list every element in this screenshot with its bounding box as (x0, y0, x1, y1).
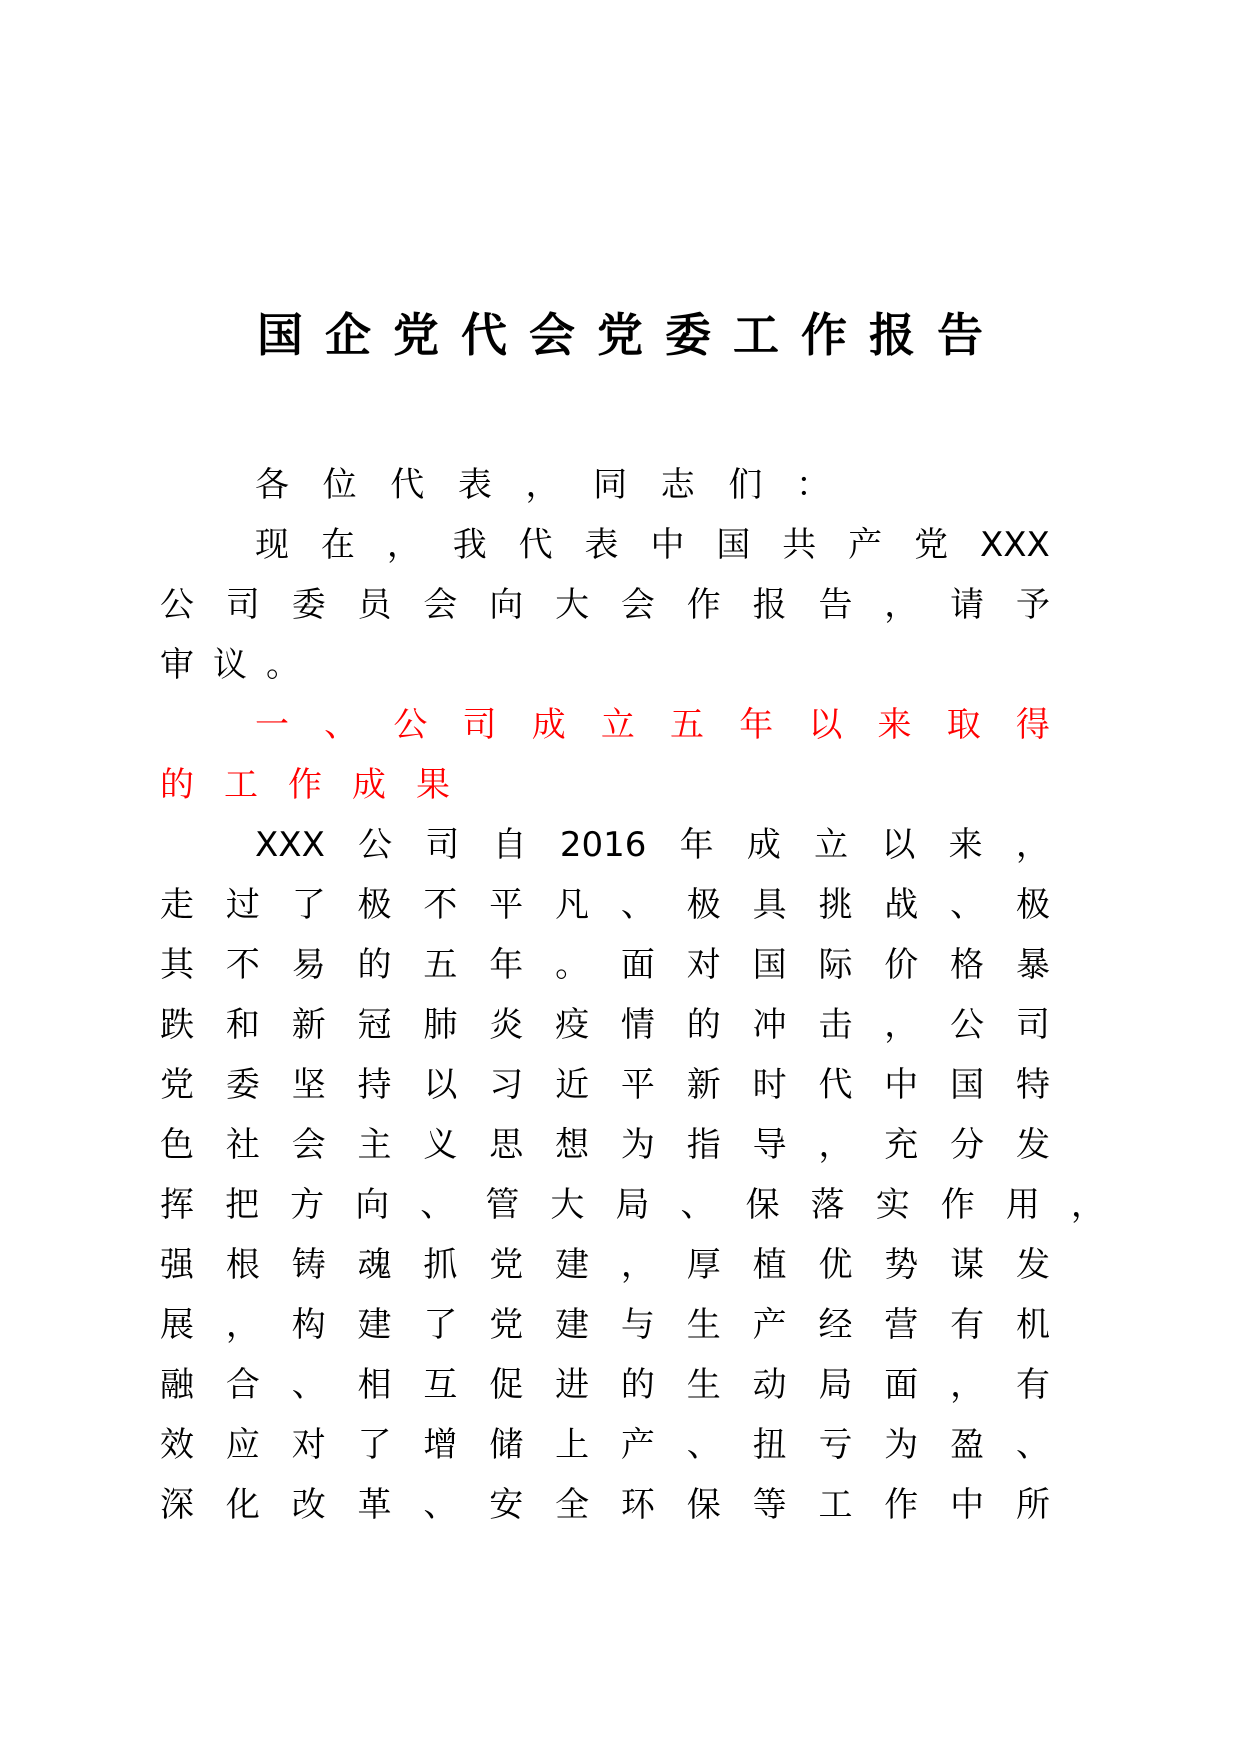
text-glyph: 表 (457, 465, 492, 505)
text-glyph: 极 (357, 885, 392, 925)
text-glyph: 、 (423, 1485, 458, 1525)
text-glyph: 告 (818, 585, 853, 625)
text-glyph: 了 (423, 1305, 458, 1345)
section-heading (255, 695, 1050, 755)
text-glyph: 主 (357, 1125, 392, 1165)
text-glyph: 指 (686, 1125, 721, 1165)
text-glyph: 在 (320, 525, 355, 565)
text-glyph: 扭 (752, 1425, 787, 1465)
text-glyph: 共 (782, 525, 817, 565)
text-glyph: 取 (946, 705, 981, 745)
text-glyph: 亏 (818, 1425, 853, 1465)
body-line (160, 1175, 1105, 1235)
text-glyph: 同 (593, 465, 628, 505)
text-glyph: 安 (489, 1485, 524, 1525)
text-glyph: 疫 (555, 1005, 590, 1045)
text-glyph: 向 (355, 1185, 390, 1225)
text-glyph: ， (386, 525, 421, 565)
text-glyph: 向 (489, 585, 524, 625)
text-glyph: 的 (357, 945, 392, 985)
text-glyph: 不 (225, 945, 260, 985)
text-glyph: 。 (555, 945, 590, 985)
text-glyph: 作 (884, 1485, 919, 1525)
text-glyph: 司 (225, 585, 260, 625)
text-glyph: 中 (650, 525, 685, 565)
body-line (160, 1295, 1050, 1355)
text-glyph: 委 (225, 1065, 260, 1105)
text-glyph: 习 (489, 1065, 524, 1105)
text-glyph: 效 (160, 1425, 194, 1465)
text-glyph: 挑 (818, 885, 853, 925)
text-glyph: 冠 (357, 1005, 392, 1045)
text-glyph: 局 (818, 1365, 853, 1405)
text-glyph: 五 (423, 945, 458, 985)
text-glyph: XXX (255, 825, 325, 865)
text-glyph: 储 (489, 1425, 524, 1465)
text-glyph: 极 (686, 885, 721, 925)
text-glyph: 魂 (357, 1245, 392, 1285)
text-glyph: 导 (752, 1125, 787, 1165)
text-glyph: 、 (1015, 1425, 1050, 1465)
text-glyph: XXX (979, 525, 1050, 565)
text-glyph: 、 (324, 705, 359, 745)
text-glyph: 经 (818, 1305, 853, 1345)
text-glyph: 持 (357, 1065, 392, 1105)
text-glyph: 2016 (559, 825, 647, 865)
text-glyph: 局 (615, 1185, 650, 1225)
text-glyph: 坚 (291, 1065, 326, 1105)
text-glyph: 审 (160, 645, 194, 685)
text-glyph: 为 (884, 1425, 919, 1465)
text-glyph: 我 (452, 525, 487, 565)
text-glyph: 色 (160, 1125, 194, 1165)
text-glyph: 员 (357, 585, 392, 625)
text-glyph: 了 (357, 1425, 392, 1465)
text-glyph: 面 (620, 945, 655, 985)
text-glyph: 厚 (686, 1245, 721, 1285)
text-glyph: 进 (555, 1365, 590, 1405)
text-glyph: 和 (225, 1005, 260, 1045)
body-line (160, 1475, 1050, 1535)
text-glyph: 报 (752, 585, 787, 625)
text-glyph: 促 (489, 1365, 524, 1405)
text-glyph: 发 (1015, 1245, 1050, 1285)
text-glyph: 充 (884, 1125, 919, 1165)
body-line (255, 515, 1050, 575)
body-line (160, 1055, 1050, 1115)
text-glyph: 作 (288, 765, 322, 805)
text-glyph: 发 (1015, 1125, 1050, 1165)
text-glyph: 环 (620, 1485, 655, 1525)
text-glyph: 大 (555, 585, 590, 625)
text-glyph: 平 (489, 885, 524, 925)
text-glyph: 近 (555, 1065, 590, 1105)
text-glyph: 保 (686, 1485, 721, 1525)
text-glyph: 、 (620, 885, 655, 925)
text-glyph: 与 (620, 1305, 655, 1345)
text-glyph: 落 (810, 1185, 845, 1225)
text-glyph: 立 (814, 825, 849, 865)
text-glyph: 、 (950, 885, 985, 925)
text-glyph: 面 (884, 1365, 919, 1405)
text-glyph: 根 (225, 1245, 260, 1285)
text-glyph: 生 (686, 1305, 721, 1345)
text-glyph: 司 (425, 825, 460, 865)
text-glyph: 生 (686, 1365, 721, 1405)
text-glyph: 们 (728, 465, 763, 505)
text-glyph: 跌 (160, 1005, 194, 1045)
text-glyph: 冲 (752, 1005, 787, 1045)
text-glyph: 相 (357, 1365, 392, 1405)
text-glyph: 志 (660, 465, 695, 505)
text-glyph: 营 (884, 1305, 919, 1345)
text-glyph: 改 (291, 1485, 326, 1525)
text-glyph: 中 (884, 1065, 919, 1105)
text-glyph: 用 (1005, 1185, 1040, 1225)
text-glyph: 易 (291, 945, 326, 985)
section-heading (160, 755, 450, 815)
text-glyph: 五 (670, 705, 705, 745)
text-glyph: 产 (752, 1305, 787, 1345)
text-glyph: 增 (423, 1425, 458, 1465)
text-glyph: 年 (679, 825, 714, 865)
text-glyph: 国 (950, 1065, 985, 1105)
text-glyph: ， (620, 1245, 655, 1285)
text-glyph: 中 (950, 1485, 985, 1525)
text-glyph: 成 (352, 765, 386, 805)
text-glyph: 实 (875, 1185, 910, 1225)
text-glyph: 党 (914, 525, 949, 565)
text-glyph: 国 (752, 945, 787, 985)
text-glyph: 方 (290, 1185, 325, 1225)
text-glyph: 会 (291, 1125, 326, 1165)
text-glyph: 植 (752, 1245, 787, 1285)
text-glyph: 现 (255, 525, 289, 565)
text-glyph: 会 (620, 585, 655, 625)
body-line (160, 995, 1050, 1055)
document-title: 国企党代会党委工作报告 (257, 308, 1005, 362)
text-glyph: 作 (940, 1185, 975, 1225)
text-glyph: 等 (752, 1485, 787, 1525)
text-glyph: 来 (877, 705, 912, 745)
text-glyph: ， (1070, 1185, 1105, 1225)
salutation-line (255, 455, 830, 515)
text-glyph: 以 (808, 705, 843, 745)
text-glyph: ， (525, 465, 560, 505)
body-line (160, 635, 300, 695)
body-line (160, 1235, 1050, 1295)
text-glyph: 成 (531, 705, 566, 745)
text-glyph: 年 (489, 945, 524, 985)
text-glyph: 请 (950, 585, 985, 625)
text-glyph: 的 (686, 1005, 721, 1045)
text-glyph: 势 (884, 1245, 919, 1285)
text-glyph: 公 (393, 705, 428, 745)
text-glyph: ， (225, 1305, 260, 1345)
text-glyph: 凡 (555, 885, 590, 925)
text-glyph: 有 (1015, 1365, 1050, 1405)
text-glyph: 抓 (423, 1245, 458, 1285)
text-glyph: 有 (950, 1305, 985, 1345)
text-glyph: 作 (686, 585, 721, 625)
text-glyph: 机 (1015, 1305, 1050, 1345)
text-glyph: 铸 (291, 1245, 326, 1285)
text-glyph: 位 (322, 465, 357, 505)
text-glyph: 代 (390, 465, 425, 505)
text-glyph: 极 (1015, 885, 1050, 925)
text-glyph: 深 (160, 1485, 194, 1525)
text-glyph: 平 (620, 1065, 655, 1105)
text-glyph: ： (796, 465, 830, 505)
text-glyph: ， (884, 1005, 919, 1045)
text-glyph: 代 (518, 525, 553, 565)
body-line (160, 1355, 1050, 1415)
text-glyph: 互 (423, 1365, 458, 1405)
text-glyph: 构 (291, 1305, 326, 1345)
text-glyph: 义 (423, 1125, 458, 1165)
text-glyph: 得 (1015, 705, 1050, 745)
text-glyph: 产 (848, 525, 883, 565)
text-glyph: 予 (1015, 585, 1050, 625)
text-glyph: 新 (686, 1065, 721, 1105)
text-glyph: 具 (752, 885, 787, 925)
text-glyph: 工 (224, 765, 258, 805)
text-glyph: 了 (291, 885, 326, 925)
text-glyph: 果 (416, 765, 450, 805)
text-glyph: 对 (686, 945, 721, 985)
text-glyph: 大 (550, 1185, 585, 1225)
text-glyph: 全 (555, 1485, 590, 1525)
text-glyph: 、 (680, 1185, 715, 1225)
text-glyph: 际 (818, 945, 853, 985)
text-glyph: 议 (213, 645, 247, 685)
text-glyph: 肺 (423, 1005, 458, 1045)
text-glyph: 党 (489, 1305, 524, 1345)
text-glyph: 分 (950, 1125, 985, 1165)
text-glyph: 成 (746, 825, 781, 865)
text-glyph: 过 (225, 885, 260, 925)
text-glyph: 战 (884, 885, 919, 925)
text-glyph: 国 (716, 525, 751, 565)
text-glyph: 公 (358, 825, 393, 865)
text-glyph: 新 (291, 1005, 326, 1045)
text-glyph: 、 (420, 1185, 455, 1225)
body-line (160, 1415, 1050, 1475)
text-glyph: ， (950, 1365, 985, 1405)
text-glyph: 保 (745, 1185, 780, 1225)
text-glyph: 产 (620, 1425, 655, 1465)
text-glyph: 优 (818, 1245, 853, 1285)
body-line (160, 575, 1050, 635)
body-line (255, 815, 1050, 875)
text-glyph: 、 (686, 1425, 721, 1465)
text-glyph: 党 (489, 1245, 524, 1285)
text-glyph: 强 (160, 1245, 194, 1285)
text-glyph: 想 (555, 1125, 590, 1165)
text-glyph: 走 (160, 885, 194, 925)
text-glyph: 的 (160, 765, 194, 805)
text-glyph: 管 (485, 1185, 520, 1225)
text-glyph: 建 (357, 1305, 392, 1345)
text-glyph: 党 (160, 1065, 194, 1105)
body-line (160, 1115, 1050, 1175)
text-glyph: ， (1015, 825, 1050, 865)
text-glyph: 展 (160, 1305, 194, 1345)
text-glyph: 价 (884, 945, 919, 985)
text-glyph: 把 (225, 1185, 260, 1225)
text-glyph: 司 (462, 705, 497, 745)
text-glyph: 各 (255, 465, 289, 505)
text-glyph: 格 (950, 945, 985, 985)
text-glyph: ， (818, 1125, 853, 1165)
text-glyph: 年 (739, 705, 774, 745)
text-glyph: 对 (291, 1425, 326, 1465)
text-glyph: 以 (423, 1065, 458, 1105)
text-glyph: 其 (160, 945, 194, 985)
text-glyph: 建 (555, 1245, 590, 1285)
text-glyph: 合 (225, 1365, 260, 1405)
text-glyph: 动 (752, 1365, 787, 1405)
text-glyph: 自 (492, 825, 527, 865)
text-glyph: ， (884, 585, 919, 625)
text-glyph: 公 (160, 585, 194, 625)
text-glyph: 、 (291, 1365, 326, 1405)
text-glyph: 炎 (489, 1005, 524, 1045)
text-glyph: 击 (818, 1005, 853, 1045)
text-glyph: 为 (620, 1125, 655, 1165)
text-glyph: 社 (225, 1125, 260, 1165)
text-glyph: 挥 (160, 1185, 194, 1225)
text-glyph: 公 (950, 1005, 985, 1045)
text-glyph: 应 (225, 1425, 260, 1465)
text-glyph: 工 (818, 1485, 853, 1525)
text-glyph: 建 (555, 1305, 590, 1345)
text-glyph: 的 (620, 1365, 655, 1405)
text-glyph: 来 (948, 825, 983, 865)
text-glyph: 特 (1015, 1065, 1050, 1105)
text-glyph: 时 (752, 1065, 787, 1105)
text-glyph: 委 (291, 585, 326, 625)
text-glyph: 革 (357, 1485, 392, 1525)
text-glyph: 以 (881, 825, 916, 865)
text-glyph: 代 (818, 1065, 853, 1105)
text-glyph: 一 (255, 705, 289, 745)
text-glyph: 融 (160, 1365, 194, 1405)
text-glyph: 。 (266, 645, 300, 685)
text-glyph: 立 (600, 705, 635, 745)
text-glyph: 表 (584, 525, 619, 565)
text-glyph: 盈 (950, 1425, 985, 1465)
text-glyph: 思 (489, 1125, 524, 1165)
text-glyph: 情 (620, 1005, 655, 1045)
text-glyph: 不 (423, 885, 458, 925)
body-line (160, 875, 1050, 935)
text-glyph: 化 (225, 1485, 260, 1525)
text-glyph: 司 (1015, 1005, 1050, 1045)
text-glyph: 谋 (950, 1245, 985, 1285)
text-glyph: 所 (1015, 1485, 1050, 1525)
body-line (160, 935, 1050, 995)
text-glyph: 上 (555, 1425, 590, 1465)
text-glyph: 会 (423, 585, 458, 625)
text-glyph: 暴 (1015, 945, 1050, 985)
